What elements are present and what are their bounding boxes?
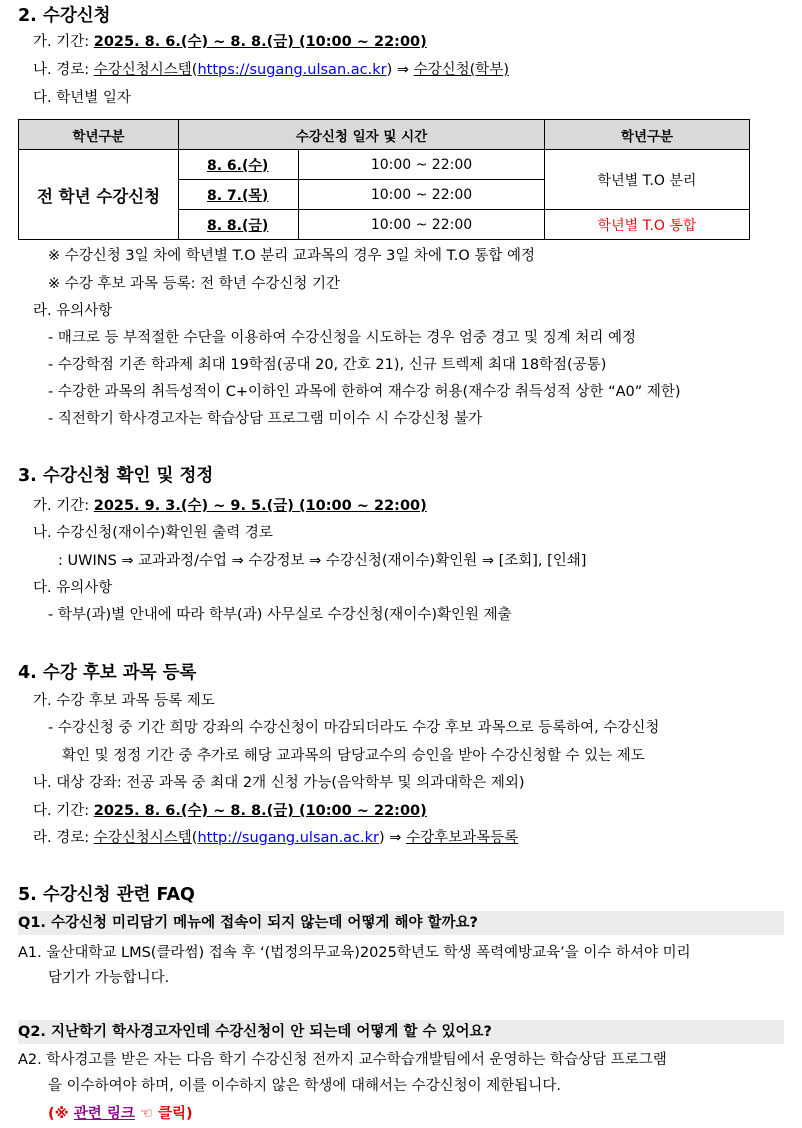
s4-period-label: 다. 기간: <box>33 803 94 819</box>
faq-a1-line-2: 담기가 가능합니다. <box>48 970 170 986</box>
header-grade-type-2: 학년구분 <box>545 120 750 150</box>
s2-caution-item: - 수강학점 기존 학과제 최대 19학점(공대 20, 간호 21), 신규 트렉제 최대 18학점(공통) <box>48 357 607 373</box>
faq-a1-line-1: A1. 울산대학교 LMS(클라썸) 접속 후 ‘(법정의무교육)2025학년도 학생 폭력예방교육’을 이수 하셔야 미리 <box>18 945 691 961</box>
s4-period-line <box>33 801 427 821</box>
s2-route-system: 수강신청시스템 <box>93 62 192 78</box>
s4-route-url-link[interactable]: http://sugang.ulsan.ac.kr <box>197 830 380 846</box>
s4-paren-open: ( <box>191 830 198 846</box>
s4-route-system: 수강신청시스템 <box>93 830 192 846</box>
s3-period-value: 2025. 9. 3.(수) ~ 9. 5.(금) (10:00 ~ 22:00) <box>93 498 427 514</box>
s2-paren-open: ( <box>191 62 198 78</box>
s3-caution-item: - 학부(과)별 안내에 따라 학부(과) 사무실로 수강신청(재이수)확인원 제출 <box>48 607 512 623</box>
related-link-tail: ☜ 클릭) <box>134 1106 193 1122</box>
s2-paren-close: ) <box>386 62 393 78</box>
header-date-time: 수강신청 일자 및 시간 <box>179 120 545 150</box>
header-grade-type: 학년구분 <box>19 120 179 150</box>
s2-route-line <box>33 60 509 80</box>
s4-desc-line-2: 확인 및 정정 기간 중 추가로 해당 교과목의 담당교수의 승인을 받아 수강신청할 수 있는 제도 <box>62 748 645 764</box>
faq-q1: Q1. 수강신청 미리담기 메뉴에 접속이 되지 않는데 어떻게 해야 할까요? <box>18 915 478 931</box>
s2-note-1: ※ 수강신청 3일 차에 학년별 T.O 분리 교과목의 경우 3일 차에 T.O 통합 예정 <box>48 248 536 264</box>
to-split-note: 학년별 T.O 분리 <box>545 150 750 210</box>
s2-cautions-heading: 라. 유의사항 <box>33 303 113 319</box>
s2-period-value: 2025. 8. 6.(수) ~ 8. 8.(금) (10:00 ~ 22:00) <box>93 34 427 50</box>
schedule-header-row <box>19 120 750 150</box>
section-5-title: 5. 수강신청 관련 FAQ <box>18 885 195 905</box>
s2-daily-heading: 다. 학년별 일자 <box>33 90 131 106</box>
s2-route-label: 나. 경로: <box>33 62 94 78</box>
all-grades-label: 전 학년 수강신청 <box>19 150 179 240</box>
s4-target-line: 나. 대상 강좌: 전공 과목 중 최대 2개 신청 가능(음악학부 및 의과대학은 제외) <box>33 775 525 791</box>
to-merge-note: 학년별 T.O 통합 <box>545 210 750 240</box>
row-time: 10:00 ~ 22:00 <box>299 210 545 240</box>
faq-q2: Q2. 지난학기 학사경고자인데 수강신청이 안 되는데 어떻게 할 수 있어요? <box>18 1024 492 1040</box>
related-link[interactable]: 관련 링크 <box>73 1106 135 1122</box>
s4-route-line <box>33 828 518 848</box>
related-link-line <box>48 1104 193 1124</box>
s4-route-label: 라. 경로: <box>33 830 94 846</box>
s2-route-target: 수강신청(학부) <box>413 62 509 78</box>
s3-print-path-heading: 나. 수강신청(재이수)확인원 출력 경로 <box>33 525 273 541</box>
s2-route-url-link[interactable]: https://sugang.ulsan.ac.kr <box>197 62 387 78</box>
row-time: 10:00 ~ 22:00 <box>299 150 545 180</box>
s2-caution-item: - 직전학기 학사경고자는 학습상담 프로그램 미이수 시 수강신청 불가 <box>48 411 483 427</box>
s3-print-path: : UWINS ⇒ 교과과정/수업 ⇒ 수강정보 ⇒ 수강신청(재이수)확인원 ⇒ [조회], [인쇄] <box>58 553 587 569</box>
row-date: 8. 7.(목) <box>207 187 269 204</box>
s3-period-line <box>33 496 427 516</box>
s2-route-arrow: ⇒ <box>392 62 414 78</box>
s4-route-arrow: ⇒ <box>384 830 407 846</box>
faq-a2-line-2: 을 이수하여야 하며, 이를 이수하지 않은 학생에 대해서는 수강신청이 제한됩니다. <box>48 1078 561 1094</box>
s3-cautions-heading: 다. 유의사항 <box>33 580 113 596</box>
row-time: 10:00 ~ 22:00 <box>299 180 545 210</box>
section-2-title: 2. 수강신청 <box>18 6 111 26</box>
s4-paren-close: ) <box>379 830 385 846</box>
schedule-table <box>18 119 750 240</box>
s2-caution-item: - 수강한 과목의 취득성적이 C+이하인 과목에 한하여 재수강 허용(재수강 취득성적 상한 “A0” 제한) <box>48 384 681 400</box>
s4-period-value: 2025. 8. 6.(수) ~ 8. 8.(금) (10:00 ~ 22:00) <box>93 803 427 819</box>
row-date: 8. 8.(금) <box>207 217 269 234</box>
related-link-open: (※ <box>48 1106 74 1122</box>
s4-system-heading: 가. 수강 후보 과목 등록 제도 <box>33 693 215 709</box>
faq-a2-line-1: A2. 학사경고를 받은 자는 다음 학기 수강신청 전까지 교수학습개발팀에서 운영하는 학습상담 프로그램 <box>18 1052 667 1068</box>
s4-route-target: 수강후보과목등록 <box>406 830 519 846</box>
s2-period-line <box>33 32 427 52</box>
s2-caution-item: - 매크로 등 부적절한 수단을 이용하여 수강신청을 시도하는 경우 엄중 경고 및 징계 처리 예정 <box>48 330 637 346</box>
section-4-title: 4. 수강 후보 과목 등록 <box>18 663 197 683</box>
s4-desc-line-1: - 수강신청 중 기간 희망 강좌의 수강신청이 마감되더라도 수강 후보 과목으로 등록하여, 수강신청 <box>48 720 660 736</box>
table-row <box>19 150 750 180</box>
row-date: 8. 6.(수) <box>207 157 269 174</box>
s2-note-2: ※ 수강 후보 과목 등록: 전 학년 수강신청 기간 <box>48 276 341 292</box>
section-3-title: 3. 수강신청 확인 및 정정 <box>18 466 214 486</box>
s3-period-label: 가. 기간: <box>33 498 94 514</box>
s2-period-label: 가. 기간: <box>33 34 94 50</box>
